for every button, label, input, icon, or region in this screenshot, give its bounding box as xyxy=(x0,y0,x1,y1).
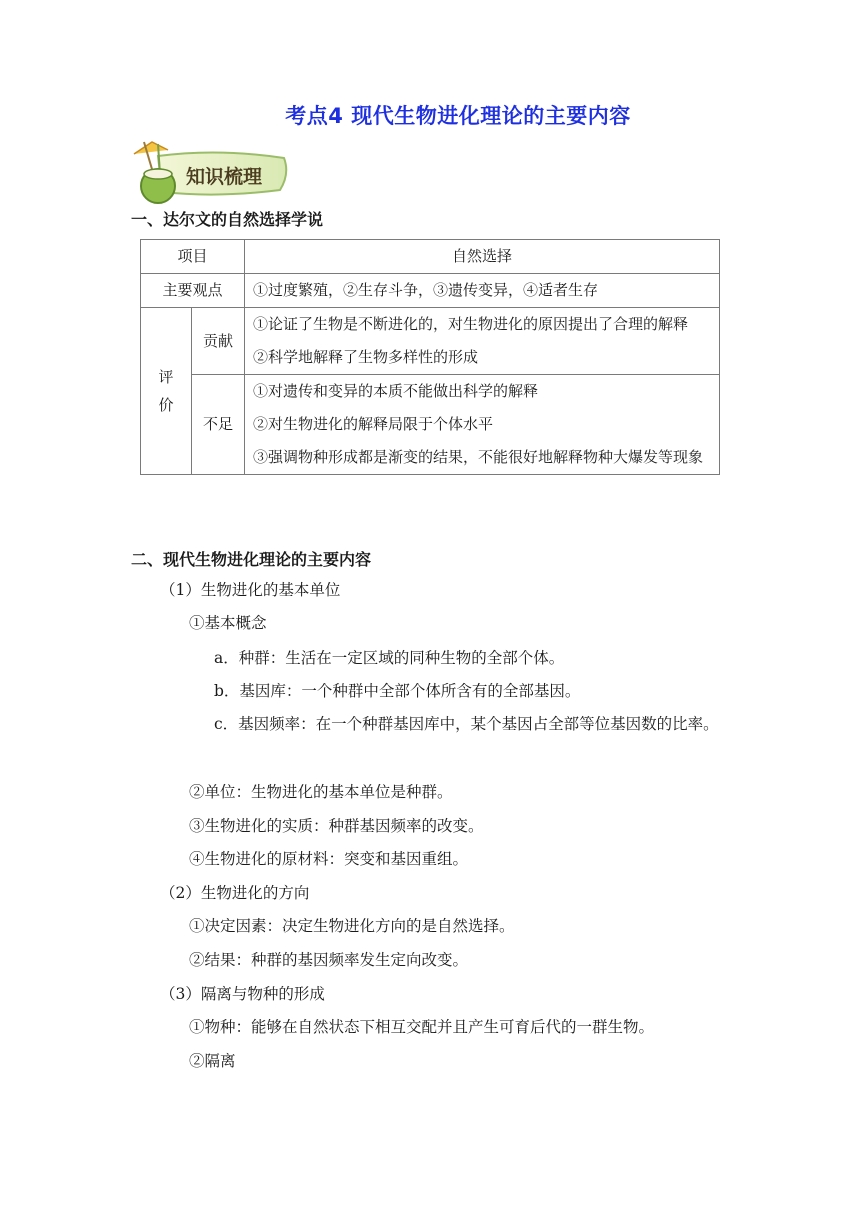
section1-heading: 一、达尔文的自然选择学说 xyxy=(131,210,324,229)
contribution-line: ①论证了生物是不断进化的，对生物进化的原因提出了合理的解释 xyxy=(253,315,689,333)
table-header-cell: 自然选择 xyxy=(245,240,720,274)
shortcoming-line: ①对遗传和变异的本质不能做出科学的解释 xyxy=(253,382,539,400)
contribution-label: 贡献 xyxy=(192,308,245,375)
table-row xyxy=(141,375,720,475)
subsection-heading: （3）隔离与物种的形成 xyxy=(160,985,325,1003)
shortcoming-content xyxy=(245,375,720,475)
table-cell: 主要观点 xyxy=(141,274,245,308)
badge-label: 知识梳理 xyxy=(186,166,263,188)
page-title: 考点4 现代生物进化理论的主要内容 xyxy=(285,104,631,128)
list-item: b．基因库：一个种群中全部个体所含有的全部基因。 xyxy=(214,682,581,700)
subsection-heading: （2）生物进化的方向 xyxy=(160,884,310,902)
list-item: ④生物进化的原材料：突变和基因重组。 xyxy=(189,850,469,868)
list-item: a．种群：生活在一定区域的同种生物的全部个体。 xyxy=(214,649,565,667)
list-item: ③生物进化的实质：种群基因频率的改变。 xyxy=(189,817,484,835)
list-item: ①物种：能够在自然状态下相互交配并且产生可育后代的一群生物。 xyxy=(189,1018,655,1036)
section2-heading: 二、现代生物进化理论的主要内容 xyxy=(131,550,372,569)
list-item: ①决定因素：决定生物进化方向的是自然选择。 xyxy=(189,917,515,935)
table-row xyxy=(141,274,720,308)
contribution-content xyxy=(245,308,720,375)
natural-selection-table xyxy=(140,239,720,475)
table-header-cell: 项目 xyxy=(141,240,245,274)
shortcoming-line: ②对生物进化的解释局限于个体水平 xyxy=(253,415,494,433)
subsection-heading: （1）生物进化的基本单位 xyxy=(160,581,341,599)
shortcoming-label: 不足 xyxy=(192,375,245,475)
table-row xyxy=(141,308,720,375)
list-item: c．基因频率：在一个种群基因库中，某个基因占全部等位基因数的比率。 xyxy=(214,715,719,733)
table-row xyxy=(141,240,720,274)
shortcoming-line: ③强调物种形成都是渐变的结果，不能很好地解释物种大爆发等现象 xyxy=(253,448,704,466)
table-cell: ①过度繁殖，②生存斗争，③遗传变异，④适者生存 xyxy=(245,274,720,308)
evaluation-label-char: 价 xyxy=(158,396,174,414)
evaluation-label-char: 评 xyxy=(158,368,174,386)
contribution-line: ②科学地解释了生物多样性的形成 xyxy=(253,348,479,366)
list-item: ②结果：种群的基因频率发生定向改变。 xyxy=(189,951,469,969)
list-item: ②单位：生物进化的基本单位是种群。 xyxy=(189,783,453,801)
list-item: ②隔离 xyxy=(189,1052,236,1070)
list-item: ①基本概念 xyxy=(189,614,267,632)
evaluation-label-cell xyxy=(141,308,192,475)
knowledge-review-badge xyxy=(128,140,290,204)
